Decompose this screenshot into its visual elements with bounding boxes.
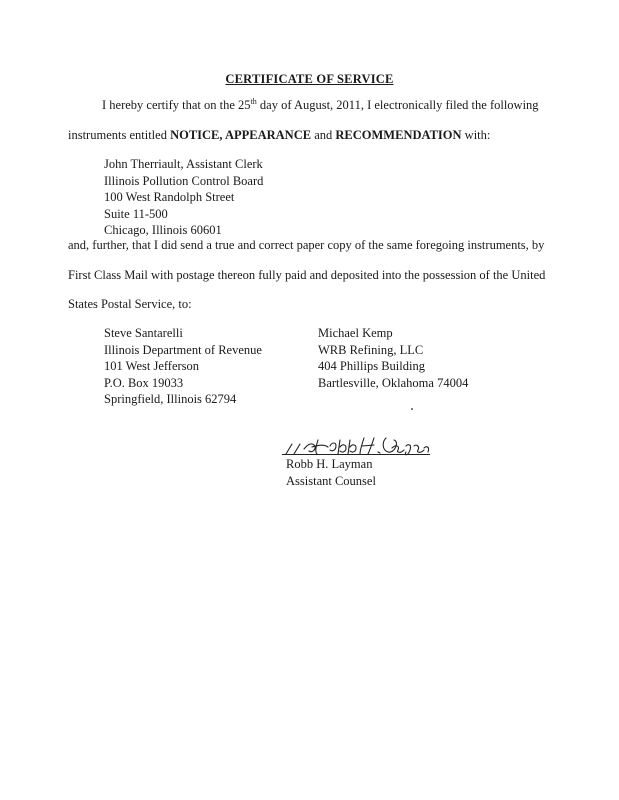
- signature-line: [282, 454, 430, 455]
- service-address-left: [104, 325, 262, 408]
- address-line: Steve Santarelli: [104, 326, 183, 340]
- intro-line-1: I hereby certify that on the 25th day of August, 2011, I electronically filed the following: [102, 96, 539, 112]
- signer-name: Robb H. Layman: [286, 457, 373, 471]
- address-line: 404 Phillips Building: [318, 359, 425, 373]
- address-line: Michael Kemp: [318, 326, 393, 340]
- address-line: 100 West Randolph Street: [104, 190, 235, 204]
- board-address-block: [104, 156, 263, 239]
- address-line: 101 West Jefferson: [104, 359, 200, 373]
- further-line-3: States Postal Service, to:: [68, 297, 192, 311]
- address-line: Bartlesville, Oklahoma 74004: [318, 375, 469, 390]
- stray-mark: [411, 408, 413, 410]
- page-title: CERTIFICATE OF SERVICE: [225, 72, 394, 86]
- address-line: Illinois Department of Revenue: [104, 342, 262, 357]
- further-line-1: and, further, that I did send a true and correct paper copy of the same foregoing instruments, by: [68, 238, 545, 252]
- signer-block: [286, 456, 376, 489]
- address-line: Suite 11-500: [104, 206, 168, 221]
- address-line: Chicago, Illinois 60601: [104, 223, 222, 237]
- address-line: John Therriault, Assistant Clerk: [104, 157, 263, 171]
- address-line: P.O. Box 19033: [104, 375, 184, 390]
- signer-title: Assistant Counsel: [286, 473, 376, 488]
- address-line: Springfield, Illinois 62794: [104, 392, 237, 406]
- address-line: WRB Refining, LLC: [318, 342, 424, 357]
- service-address-right: [318, 325, 468, 391]
- further-line-2: First Class Mail with postage thereon fully paid and deposited into the possession of the United: [68, 268, 546, 282]
- intro-line-2: instruments entitled NOTICE, APPEARANCE and RECOMMENDATION with:: [68, 128, 491, 142]
- address-line: Illinois Pollution Control Board: [104, 173, 264, 188]
